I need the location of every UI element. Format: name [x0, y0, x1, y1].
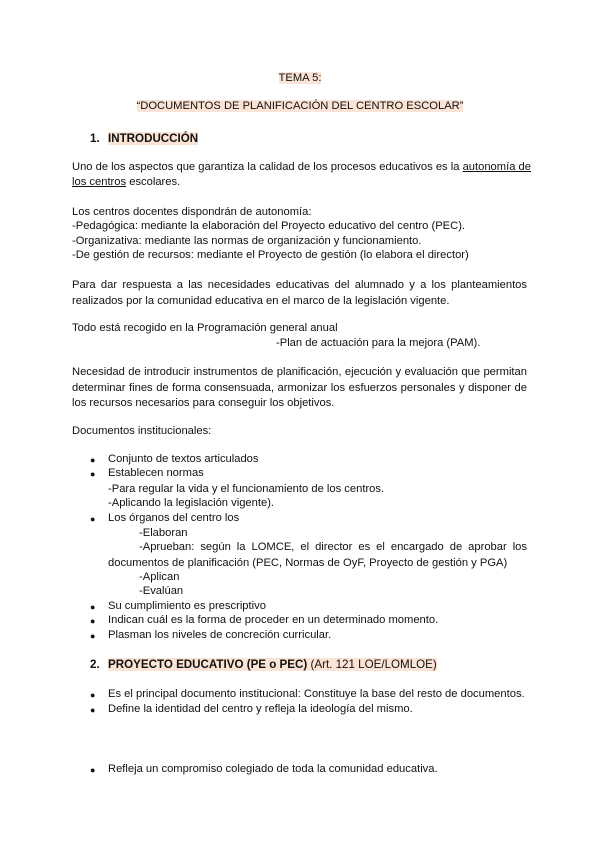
pe-item-principal: Es el principal documento institucional: Constituye la base del resto de documentos.: [108, 688, 525, 700]
section-2-title-wrap: [108, 658, 437, 671]
bullet-glyph: ●: [90, 514, 96, 524]
response-paragraph: Para dar respuesta a las necesidades educativas del alumnado y a los planteamientos realizados por la comunidad educativa en el marco de la legislación vigente.: [72, 279, 527, 307]
list-item-normas: Establecen normas: [108, 467, 204, 479]
pe-item-identidad: Define la identidad del centro y refleja la ideología del mismo.: [108, 703, 413, 715]
pe-item-compromiso: Refleja un compromiso colegiado de toda la comunidad educativa.: [108, 763, 438, 775]
intro-line-1: [72, 160, 531, 176]
intro-underlined-2: los centros: [72, 176, 127, 188]
pam-line: -Plan de actuación para la mejora (PAM).: [276, 337, 481, 349]
bullet-glyph: ●: [90, 602, 96, 612]
autonomy-pedagogica: -Pedagógica: mediante la elaboración del Proyecto educativo del centro (PEC).: [72, 220, 466, 232]
page-title: TEMA 5:: [278, 72, 322, 84]
list-item-niveles: Plasman los niveles de concreción curricular.: [108, 629, 332, 641]
section-2-title: PROYECTO EDUCATIVO (PE o PEC): [108, 658, 308, 671]
list-subitem-elaboran: -Elaboran: [139, 527, 188, 539]
necesidad-paragraph: Necesidad de introducir instrumentos de planificación, ejecución y evaluación que permitan determinar fines de forma consensuada, armonizar los esfuerzos personales y disponer de los recursos necesarios para conseguir los objetivos.: [72, 366, 527, 409]
bullet-glyph: ●: [90, 469, 96, 479]
docs-label: Documentos institucionales:: [72, 425, 212, 437]
bullet-glyph: ●: [90, 631, 96, 641]
list-item-proceder: Indican cuál es la forma de proceder en un determinado momento.: [108, 614, 439, 626]
list-subitem-aplican: -Aplican: [139, 571, 180, 583]
section-1-heading: [90, 131, 198, 147]
bullet-glyph: ●: [90, 690, 96, 700]
list-subitem-evaluan: -Evalúan: [139, 585, 184, 597]
autonomy-gestion: -De gestión de recursos: mediante el Proyecto de gestión (lo elabora el director): [72, 249, 469, 261]
list-item-organos: Los órganos del centro los: [108, 512, 240, 524]
autonomy-organizativa: -Organizativa: mediante las normas de organización y funcionamiento.: [72, 235, 422, 247]
bullet-glyph: ●: [90, 616, 96, 626]
list-subitem-aplicando: -Aplicando la legislación vigente).: [108, 497, 275, 509]
page-subtitle: “DOCUMENTOS DE PLANIFICACIÓN DEL CENTRO ESCOLAR”: [136, 100, 464, 112]
bullet-glyph: ●: [90, 765, 96, 775]
list-item-textos: Conjunto de textos articulados: [108, 453, 259, 465]
section-1-title: INTRODUCCIÓN: [108, 132, 199, 145]
list-item-prescriptivo: Su cumplimiento es prescriptivo: [108, 600, 266, 612]
section-2-article-ref: (Art. 121 LOE/LOMLOE): [307, 658, 437, 671]
list-subitem-regular: -Para regular la vida y el funcionamiento de los centros.: [108, 483, 385, 495]
pga-line: Todo está recogido en la Programación general anual: [72, 322, 338, 334]
bullet-glyph: ●: [90, 705, 96, 715]
section-2-number: 2.: [90, 658, 100, 671]
autonomy-intro: Los centros docentes dispondrán de autonomía:: [72, 206, 312, 218]
section-2-heading: [90, 657, 437, 673]
list-subitem-aprueban: -Aprueban: según la LOMCE, el director es el encargado de aprobar los documentos de planificación (PEC, Normas de OyF, Proyecto de gestión y PGA): [108, 541, 527, 569]
intro-text-end: escolares.: [126, 176, 181, 188]
section-1-number: 1.: [90, 132, 100, 145]
intro-line-2: [72, 175, 180, 191]
subtitle-line: [0, 99, 600, 115]
intro-text: Uno de los aspectos que garantiza la calidad de los procesos educativos es la: [72, 161, 463, 173]
title-line: [0, 71, 600, 87]
bullet-glyph: ●: [90, 455, 96, 465]
intro-underlined-1: autonomía de: [462, 161, 531, 173]
